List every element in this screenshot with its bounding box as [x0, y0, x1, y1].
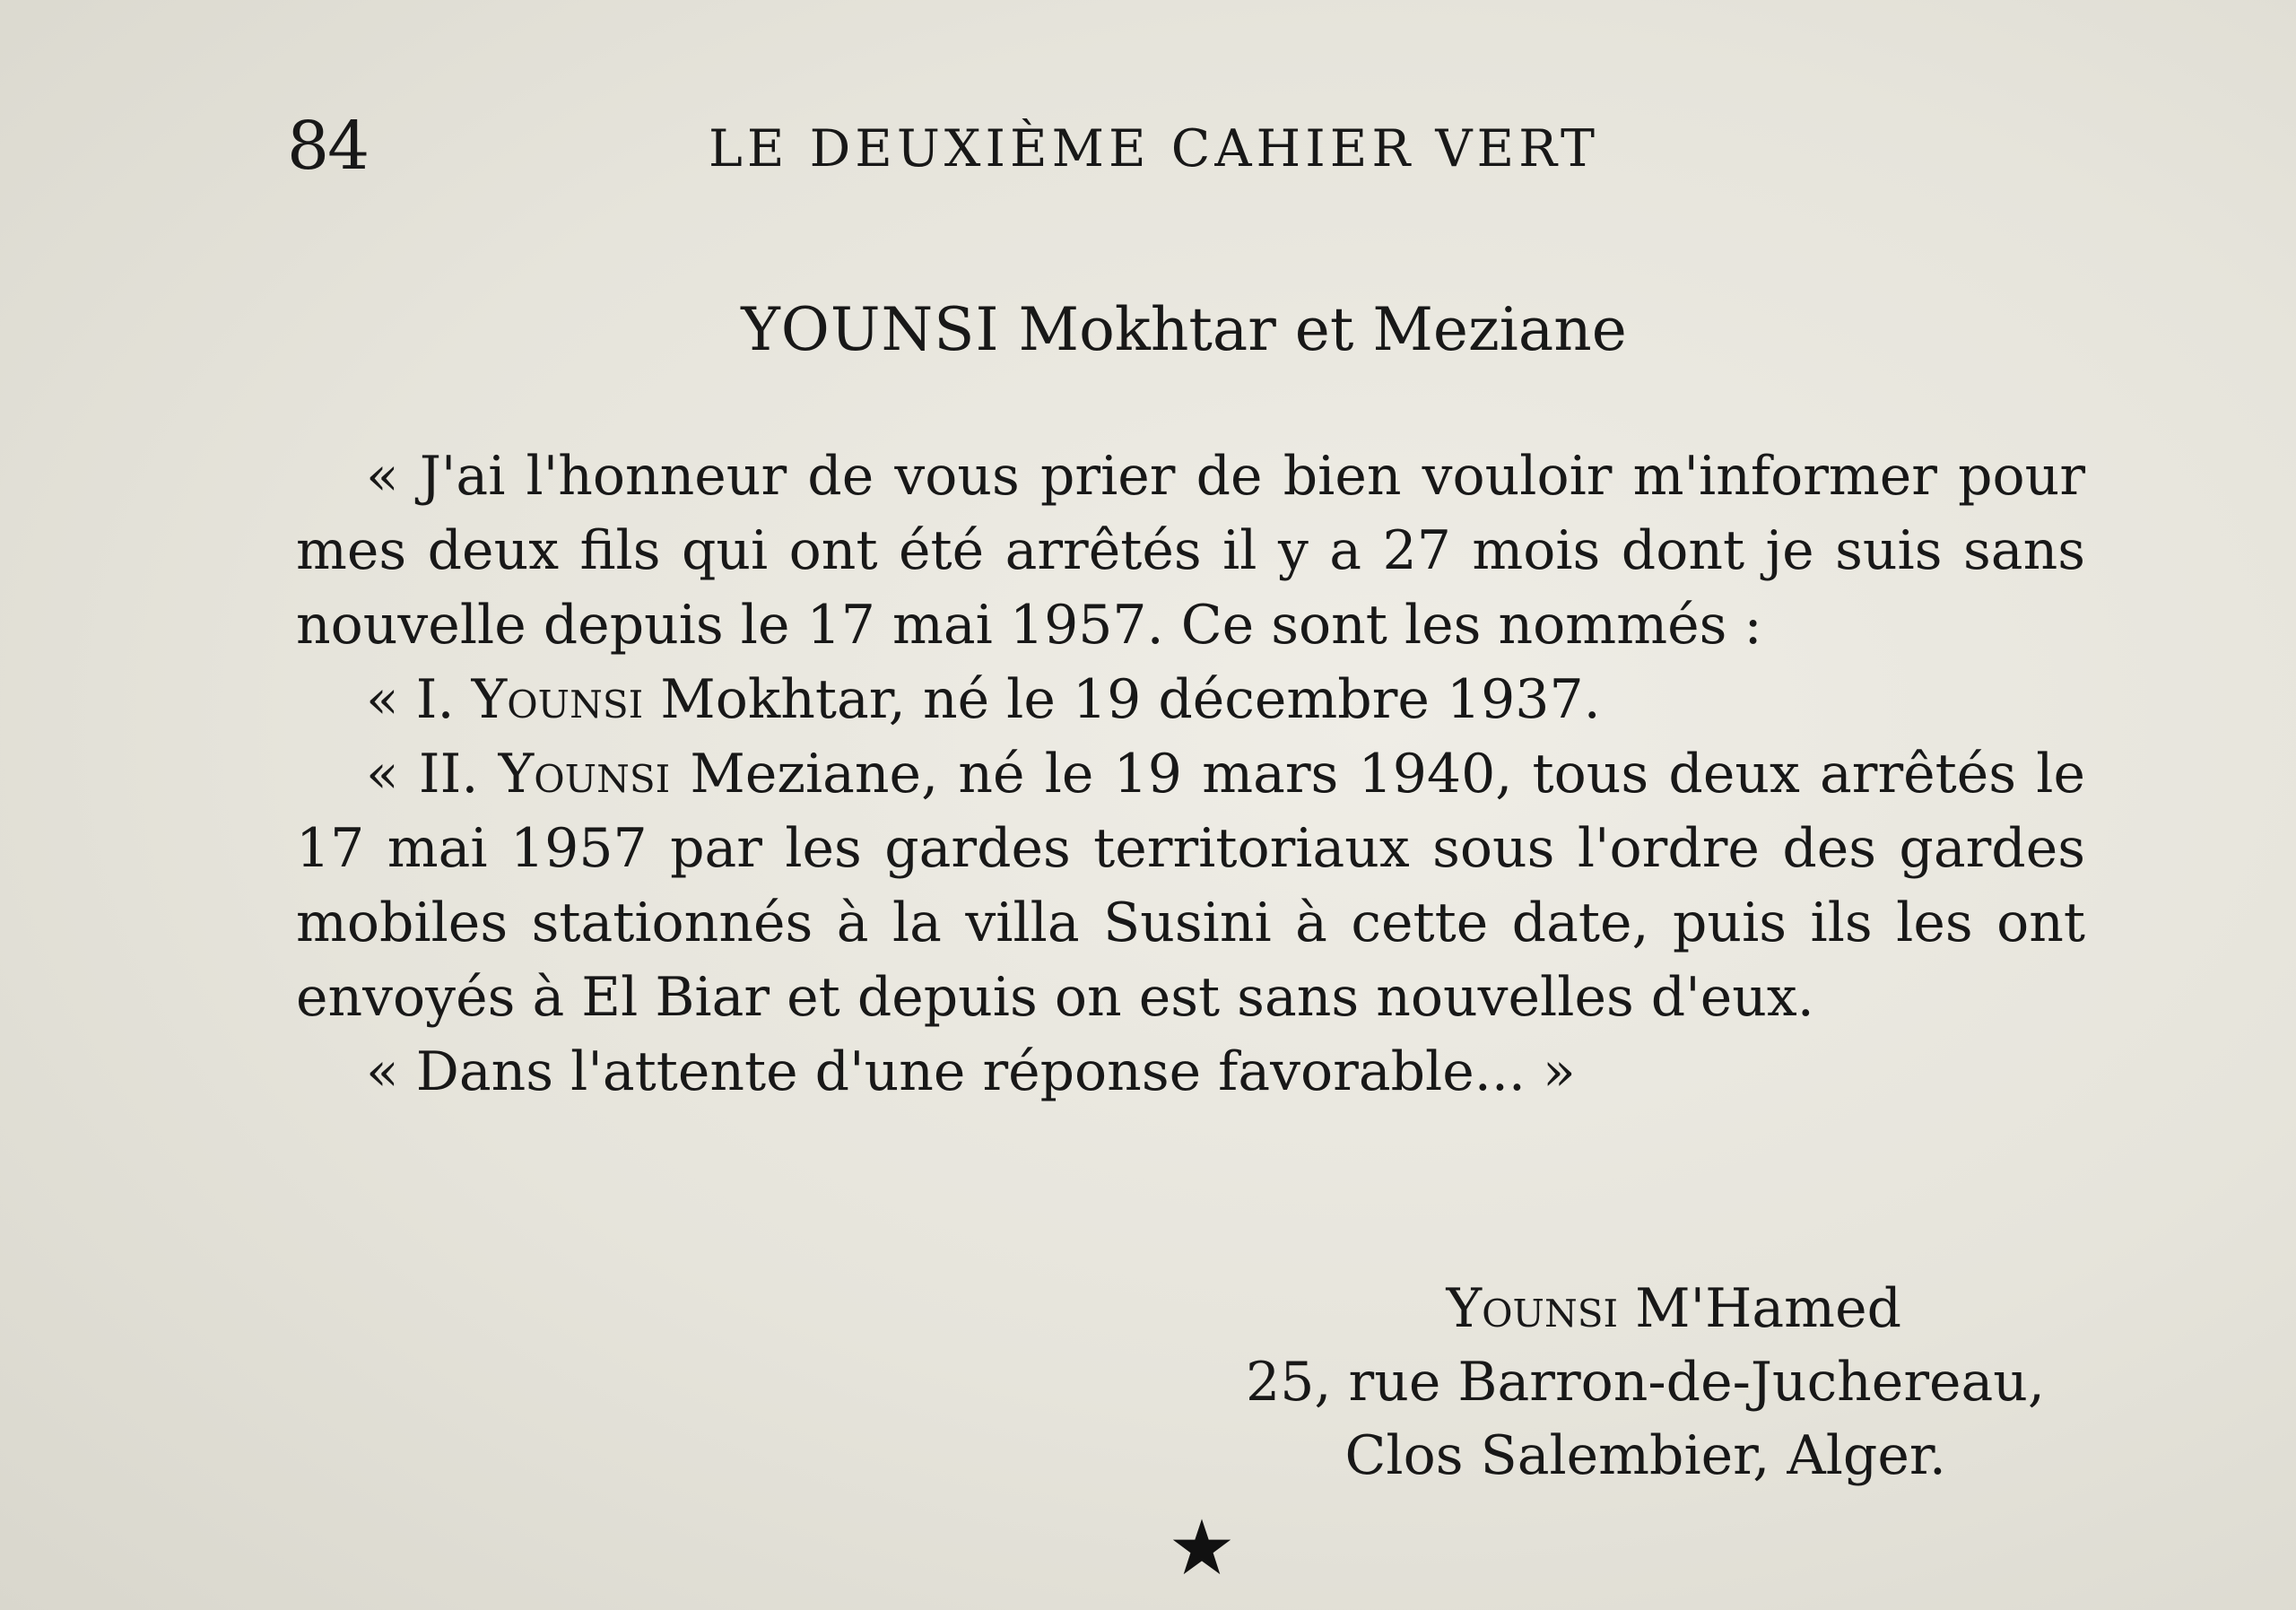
- star-icon: [1170, 1516, 1233, 1579]
- letter-item-2: [296, 737, 2085, 1035]
- item-1-text: Mokhtar, né le 19 décembre 1937.: [643, 668, 1601, 731]
- page-number: 84: [287, 108, 369, 185]
- book-title: LE DEUXIÈME CAHIER VERT: [709, 119, 1600, 178]
- signature-given-name: M'Hamed: [1618, 1277, 1901, 1340]
- letter-closing: « Dans l'attente d'une réponse favorable... »: [366, 1040, 1576, 1103]
- heading-surname: YOUNSI: [741, 295, 1000, 364]
- signature-name: [1058, 1272, 2045, 1345]
- item-2-surname: Younsi: [498, 743, 671, 805]
- letter-item-1: [296, 663, 2085, 737]
- address-line-1: 25, rue Barron-de-Juchereau,: [1246, 1351, 2045, 1414]
- item-1-surname: Younsi: [471, 668, 644, 731]
- item-1-prefix: « I.: [366, 668, 472, 731]
- letter-body: [296, 439, 2085, 1110]
- section-heading: [556, 285, 1812, 375]
- running-head: [287, 106, 1686, 187]
- heading-given-names: Mokhtar et Meziane: [1018, 295, 1627, 364]
- address-line-2: Clos Salembier, Alger.: [1344, 1424, 1946, 1487]
- item-2-prefix: « II.: [366, 743, 499, 805]
- signature-surname: Younsi: [1446, 1277, 1619, 1340]
- letter-intro-paragraph: « J'ai l'honneur de vous prier de bien vouloir m'informer pour mes deux fils qui ont été arrêtés il y a 27 mois dont je suis sans nouvelle depuis le 17 mai 1957. Ce sont les nommés :: [296, 445, 2085, 657]
- signature-block: [1058, 1272, 2045, 1493]
- item-2-text: Meziane, né le 19 mars 1940, tous deux arrêtés le 17 mai 1957 par les gardes territoriaux sous l'ordre des gardes mobiles stationnés à la villa Susini à cette date, puis ils les ont envoyés à El Biar et depuis on est sans nouvelles d'eux.: [296, 743, 2085, 1029]
